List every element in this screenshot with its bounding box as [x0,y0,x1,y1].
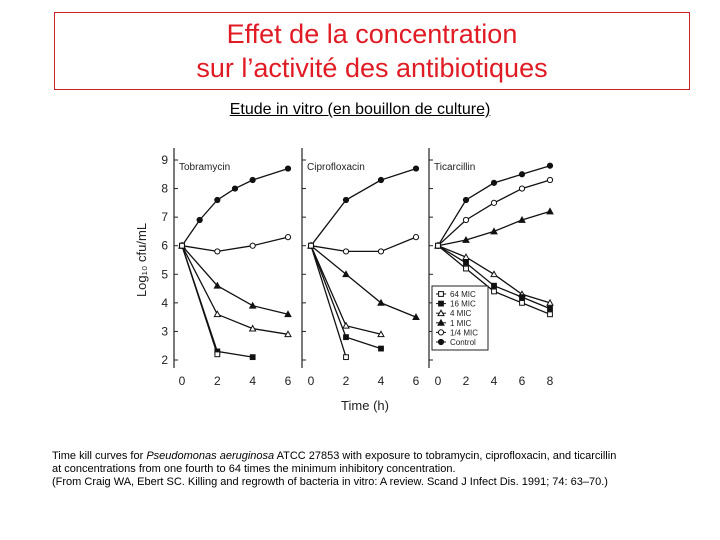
data-point-ticarcillin-64-mic-3 [520,300,525,305]
data-point-tobramycin-1-4-mic-2 [250,243,255,248]
data-point-ciprofloxacin-16-mic-2 [379,346,384,351]
x-tick-label-tobramycin-2: 2 [213,374,221,388]
data-point-ciprofloxacin-4-mic-1 [343,323,349,328]
data-point-ticarcillin-1-4-mic-4 [547,177,552,182]
data-point-tobramycin-1-4-mic-3 [285,235,290,240]
title-line-2: sur l’activité des antibiotiques [196,53,548,83]
data-point-ticarcillin-1-4-mic-2 [491,200,496,205]
legend-marker-16-mic [439,301,444,306]
series-line-tobramycin-1-mic [182,246,288,315]
data-point-tobramycin-control-1 [197,217,202,222]
data-point-ticarcillin-16-mic-1 [464,260,469,265]
title-line-1: Effet de la concentration [226,19,518,49]
data-point-ciprofloxacin-control-1 [343,197,348,202]
panel-title-tobramycin: Tobramycin [179,162,231,173]
y-axis-label: Log₁₀ cfu/mL [134,222,149,298]
data-point-ticarcillin-control-2 [491,180,496,185]
y-tick-label-7: 7 [161,210,168,225]
data-point-ticarcillin-control-1 [463,197,468,202]
data-point-tobramycin-control-4 [250,177,255,182]
title-box [54,12,690,90]
legend-marker-1-4-mic [438,330,443,335]
x-tick-label-ciprofloxacin-2: 2 [342,374,350,388]
data-point-ciprofloxacin-1-4-mic-2 [378,249,383,254]
legend-label-64-mic: 64 MIC [450,290,476,299]
panel-ticarcillin [429,148,554,388]
series-line-ticarcillin-1-4-mic [438,180,550,246]
data-point-tobramycin-control-5 [285,166,290,171]
data-point-ticarcillin-1-mic-4 [547,208,553,213]
data-point-ticarcillin-64-mic-1 [464,266,469,271]
data-point-ticarcillin-1-4-mic-1 [463,217,468,222]
data-point-tobramycin-1-4-mic-1 [215,249,220,254]
legend-label-16-mic: 16 MIC [450,299,476,309]
data-point-ticarcillin-control-3 [519,172,524,177]
data-point-ticarcillin-control-4 [547,163,552,168]
panel-title-ciprofloxacin: Ciprofloxacin [307,162,365,173]
y-tick-label-6: 6 [161,238,168,253]
caption-line-1 [52,450,692,463]
legend-label-1-4-mic: 1/4 MIC [450,328,479,338]
data-point-ciprofloxacin-control-3 [413,166,418,171]
series-line-ciprofloxacin-64-mic [311,246,346,357]
x-axis-label: Time (h) [341,398,389,413]
panel-title-ticarcillin: Ticarcillin [434,162,476,173]
data-point-ticarcillin-64-mic-4 [548,312,553,317]
y-tick-label-8: 8 [161,181,168,196]
series-line-tobramycin-control [182,169,288,246]
y-tick-label-2: 2 [161,353,168,367]
x-tick-label-ciprofloxacin-4: 4 [377,374,385,388]
y-tick-label-4: 4 [161,295,168,310]
series-line-tobramycin-16-mic [182,246,253,357]
series-line-ciprofloxacin-16-mic [311,246,381,349]
series-line-ciprofloxacin-control [311,169,416,246]
x-tick-label-ciprofloxacin-0: 0 [307,374,315,388]
x-tick-label-tobramycin-4: 4 [249,374,257,388]
legend-label-4-mic: 4 MIC [450,309,472,319]
data-point-tobramycin-64-mic-0 [180,243,185,248]
data-point-ciprofloxacin-1-4-mic-3 [413,235,418,240]
series-line-tobramycin-64-mic [182,246,217,355]
data-point-ciprofloxacin-control-2 [378,177,383,182]
data-point-ticarcillin-1-4-mic-3 [519,186,524,191]
legend-marker-64-mic [439,292,444,297]
y-tick-label-5: 5 [161,267,168,282]
data-point-ticarcillin-64-mic-0 [436,243,441,248]
data-point-tobramycin-64-mic-1 [215,352,220,357]
data-point-ciprofloxacin-64-mic-0 [309,243,314,248]
subtitle: Etude in vitro (en bouillon de culture) [229,101,491,118]
series-line-ciprofloxacin-4-mic [311,246,381,335]
data-point-ciprofloxacin-1-4-mic-1 [343,249,348,254]
data-point-ticarcillin-16-mic-2 [492,283,497,288]
legend-label-1-mic: 1 MIC [450,318,472,328]
caption-line-2: at concentrations from one fourth to 64 times the minimum inhibitory concentration. [52,463,456,475]
x-tick-label-tobramycin-0: 0 [178,374,186,388]
x-tick-label-ciprofloxacin-6: 6 [412,374,420,388]
data-point-tobramycin-4-mic-1 [214,311,220,316]
time-kill-chart [120,140,560,420]
caption-line-3: (From Craig WA, Ebert SC. Killing and regrowth of bacteria in vitro: A review. Scand J Infect Dis. 1991; 74: 63–70.) [52,476,608,488]
x-tick-label-ticarcillin-4: 4 [490,374,498,388]
data-point-ciprofloxacin-64-mic-1 [344,355,349,360]
x-tick-label-ticarcillin-8: 8 [546,374,554,388]
legend-marker-control [438,339,443,344]
data-point-ticarcillin-4-mic-2 [491,271,497,276]
legend-label-control: Control [450,338,476,347]
panel-ciprofloxacin [302,148,420,388]
series-line-tobramycin-1-4-mic [182,237,288,251]
data-point-ticarcillin-64-mic-2 [492,289,497,294]
caption-species: Pseudomonas aeruginosa [146,450,275,462]
y-tick-label-9: 9 [161,153,168,167]
figure-caption [52,450,692,489]
series-line-tobramycin-4-mic [182,246,288,335]
data-point-tobramycin-control-3 [232,186,237,191]
data-point-tobramycin-control-2 [215,197,220,202]
panel-tobramycin [174,148,292,388]
data-point-tobramycin-16-mic-2 [250,355,255,360]
x-tick-label-ticarcillin-6: 6 [518,374,526,388]
data-point-tobramycin-1-mic-2 [250,303,256,308]
caption-line-1-suffix: ATCC 27853 with exposure to tobramycin, ciprofloxacin, and ticarcillin [274,450,617,462]
x-tick-label-tobramycin-6: 6 [284,374,292,388]
y-tick-label-3: 3 [161,324,168,339]
x-tick-label-ticarcillin-2: 2 [462,374,470,388]
caption-line-1-prefix: Time kill curves for [52,450,147,462]
series-line-ciprofloxacin-1-4-mic [311,237,416,251]
data-point-ticarcillin-16-mic-3 [520,295,525,300]
data-point-ticarcillin-16-mic-4 [548,306,553,311]
legend [432,286,488,350]
x-tick-label-ticarcillin-0: 0 [434,374,442,388]
data-point-ciprofloxacin-16-mic-1 [344,335,349,340]
